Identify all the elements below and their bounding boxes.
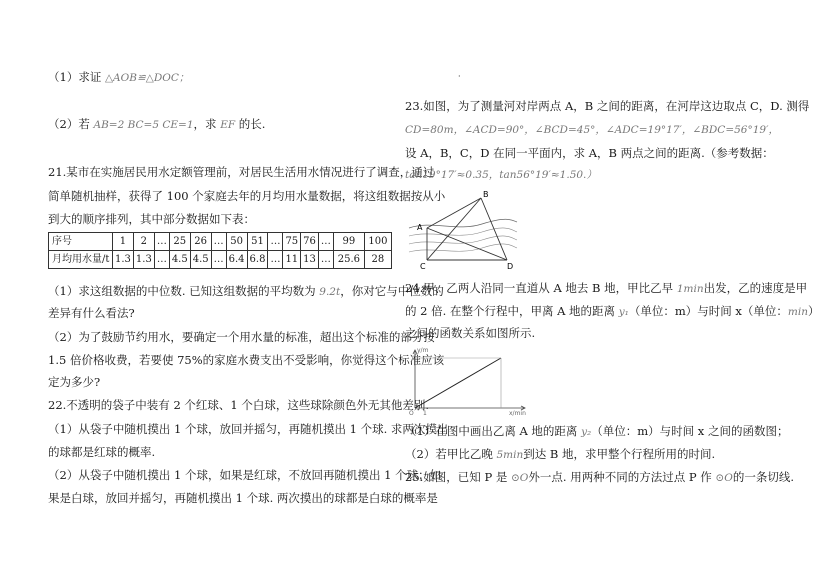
q21-part1-line2: 差异有什么看法? <box>48 306 135 320</box>
table-cell: 25.6 <box>333 251 364 269</box>
q23-line3: 设 A，B，C，D 在同一平面内，求 A，B 两点之间的距离.（参考数据： <box>405 146 774 160</box>
table-cell: 100 <box>364 233 391 251</box>
table-cell: … <box>154 233 169 251</box>
q21-part1-line1 <box>48 280 444 303</box>
table-cell: … <box>211 251 226 269</box>
q21-part2-line1: （2）为了鼓励节约用水，要确定一个用水量的标准，超出这个标准的部分按 <box>48 330 435 344</box>
q20-part2-text-c: 的长. <box>235 117 266 131</box>
table-cell: … <box>211 233 226 251</box>
q24-line2-formula: y₁ <box>618 306 629 318</box>
q24-line3: 之间的函数关系如图所示. <box>405 326 536 340</box>
table-cell: 6.4 <box>226 251 247 269</box>
q20-part1-text: （1）求证 <box>48 70 105 84</box>
q25-text-a: 25.如图，已知 P 是 <box>405 470 511 484</box>
table-cell: 4.5 <box>190 251 211 269</box>
table-cell: 50 <box>226 233 247 251</box>
page-mark: · <box>458 72 461 81</box>
q20-part1-formula: △AOB≌△DOC； <box>104 72 190 84</box>
table-cell: 13 <box>301 251 319 269</box>
table-cell: … <box>268 233 283 251</box>
q20-part2-formula2: EF <box>220 119 236 131</box>
table-cell: 4.5 <box>169 251 190 269</box>
q25-line <box>405 466 794 489</box>
segment-cb <box>427 198 481 260</box>
q21-line1: 21.某市在实施居民用水定额管理前，对居民生活用水情况进行了调查，通过 <box>48 165 435 179</box>
q21-part1-formula: 9.2t <box>319 286 341 298</box>
q24-line2-text-c: ） <box>808 304 820 318</box>
table-cell: … <box>154 251 169 269</box>
table-cell: … <box>268 251 283 269</box>
table-row <box>49 233 392 251</box>
point-label-b: B <box>483 190 489 199</box>
q24-line1-formula: 1min <box>676 283 704 295</box>
table-cell: 26 <box>190 233 211 251</box>
segment-ad <box>427 228 507 260</box>
river-bank-line <box>409 219 517 228</box>
table-cell: 11 <box>283 251 301 269</box>
y-axis-label: y/m <box>417 347 429 354</box>
river-figure <box>407 190 519 270</box>
q24-part1 <box>405 420 788 443</box>
q24-part1-text-a: （1）在图中画出乙离 A 地的距离 <box>405 424 582 438</box>
table-cell: 75 <box>283 233 301 251</box>
q22-part2-line2: 果是白球，放回并摇匀，再随机摸出 1 个球. 两次摸出的球都是白球的概率是 <box>48 491 438 505</box>
q20-part1 <box>48 66 189 89</box>
q24-line1 <box>405 277 807 300</box>
table-cell: 6.8 <box>247 251 268 269</box>
q23-reference-data: tan19°17′≈0.35，tan56°19′≈1.50.） <box>405 169 597 181</box>
q24-line1-text-b: 出发，乙的速度是甲 <box>703 281 808 295</box>
q24-part1-text-b: （单位：m）与时间 x 之间的函数图； <box>591 424 789 438</box>
table-cell: 1.3 <box>113 251 134 269</box>
q25-formula: ⊙O <box>511 472 529 484</box>
q25-formula2: ⊙O <box>715 472 733 484</box>
line-y1 <box>415 358 501 408</box>
q21-part1-text-a: （1）求这组数据的中位数. 已知这组数据的平均数为 <box>48 284 320 298</box>
q23-formula-line: CD=80m，∠ACD=90°，∠BCD=45°，∠ADC=19°17′，∠BDC=56°19′， <box>405 124 779 136</box>
q25-text-b: 外一点. 用两种不同的方法过点 P 作 <box>528 470 716 484</box>
q21-part2-line3: 定为多少? <box>48 375 101 389</box>
q22-part1-line1: （1）从袋子中随机摸出 1 个球，放回并摇匀，再随机摸出 1 个球. 求两次摸出 <box>48 422 449 436</box>
point-label-c: C <box>420 262 426 271</box>
q25-text-c: 的一条切线. <box>732 470 794 484</box>
table-cell: … <box>318 233 333 251</box>
q21-part1-text-b: ，你对它与中位数的 <box>340 284 444 298</box>
table-row <box>49 251 392 269</box>
q20-part2-text-b: ，求 <box>193 117 221 131</box>
table-cell: 25 <box>169 233 190 251</box>
x-tick-label: 1 <box>423 410 427 417</box>
table-cell: 99 <box>333 233 364 251</box>
table-cell: … <box>318 251 333 269</box>
table-cell: 1 <box>113 233 134 251</box>
q22-part2-line1: （2）从袋子中随机摸出 1 个球，如果是红球，不放回再随机摸出 1 个球；如 <box>48 468 442 482</box>
q24-line2 <box>405 300 820 323</box>
x-axis-label: x/min <box>509 410 526 417</box>
q21-part2-line2: 1.5 倍价格收费，若要使 75%的家庭水费支出不受影响，你觉得这个标准应该 <box>48 353 445 367</box>
segment-ab <box>427 198 481 228</box>
q21-line3: 到大的顺序排列，其中部分数据如下表： <box>48 212 255 226</box>
origin-label: O <box>409 410 414 417</box>
q24-part2-text-a: （2）若甲比乙晚 <box>405 447 497 461</box>
table-header-cell: 月均用水量/t <box>49 251 113 269</box>
q24-part2 <box>405 443 715 466</box>
point-label-a: A <box>417 223 423 232</box>
q22-line1: 22.不透明的袋子中装有 2 个红球、1 个白球，这些球除颜色外无其他差别. <box>48 398 430 412</box>
q20-part2-formula: AB=2 BC=5 CE=1 <box>93 119 194 131</box>
table-header-cell: 序号 <box>49 233 113 251</box>
table-cell: 28 <box>364 251 391 269</box>
q23-line1: 23.如图，为了测量河对岸两点 A，B 之间的距离，在河岸这边取点 C，D. 测得 <box>405 99 810 113</box>
table-cell: 76 <box>301 233 319 251</box>
river-wave-line <box>409 228 517 236</box>
q24-line2-text-b: （单位：m）与时间 x（单位： <box>628 304 788 318</box>
q24-part2-text-b: 到达 B 地，求甲整个行程所用的时间. <box>523 447 716 461</box>
q24-line2-formula2: min <box>787 306 808 318</box>
q20-part2 <box>48 113 265 136</box>
q24-part2-formula: 5min <box>496 449 524 461</box>
point-label-d: D <box>507 262 514 271</box>
table-cell: 51 <box>247 233 268 251</box>
q20-part2-text-a: （2）若 <box>48 117 94 131</box>
table-cell: 1.3 <box>133 251 154 269</box>
distance-time-graph <box>405 344 535 416</box>
q22-part1-line2: 的球都是红球的概率. <box>48 445 156 459</box>
table-cell: 2 <box>133 233 154 251</box>
q21-line2: 简单随机抽样，获得了 100 个家庭去年的月均用水量数据，将这组数据按从小 <box>48 189 446 203</box>
q24-line1-text-a: 24.甲、乙两人沿同一直道从 A 地去 B 地，甲比乙早 <box>405 281 677 295</box>
q24-part1-formula: y₂ <box>581 426 592 438</box>
water-usage-table <box>48 232 392 269</box>
q24-line2-text-a: 的 2 倍. 在整个行程中，甲离 A 地的距离 <box>405 304 619 318</box>
